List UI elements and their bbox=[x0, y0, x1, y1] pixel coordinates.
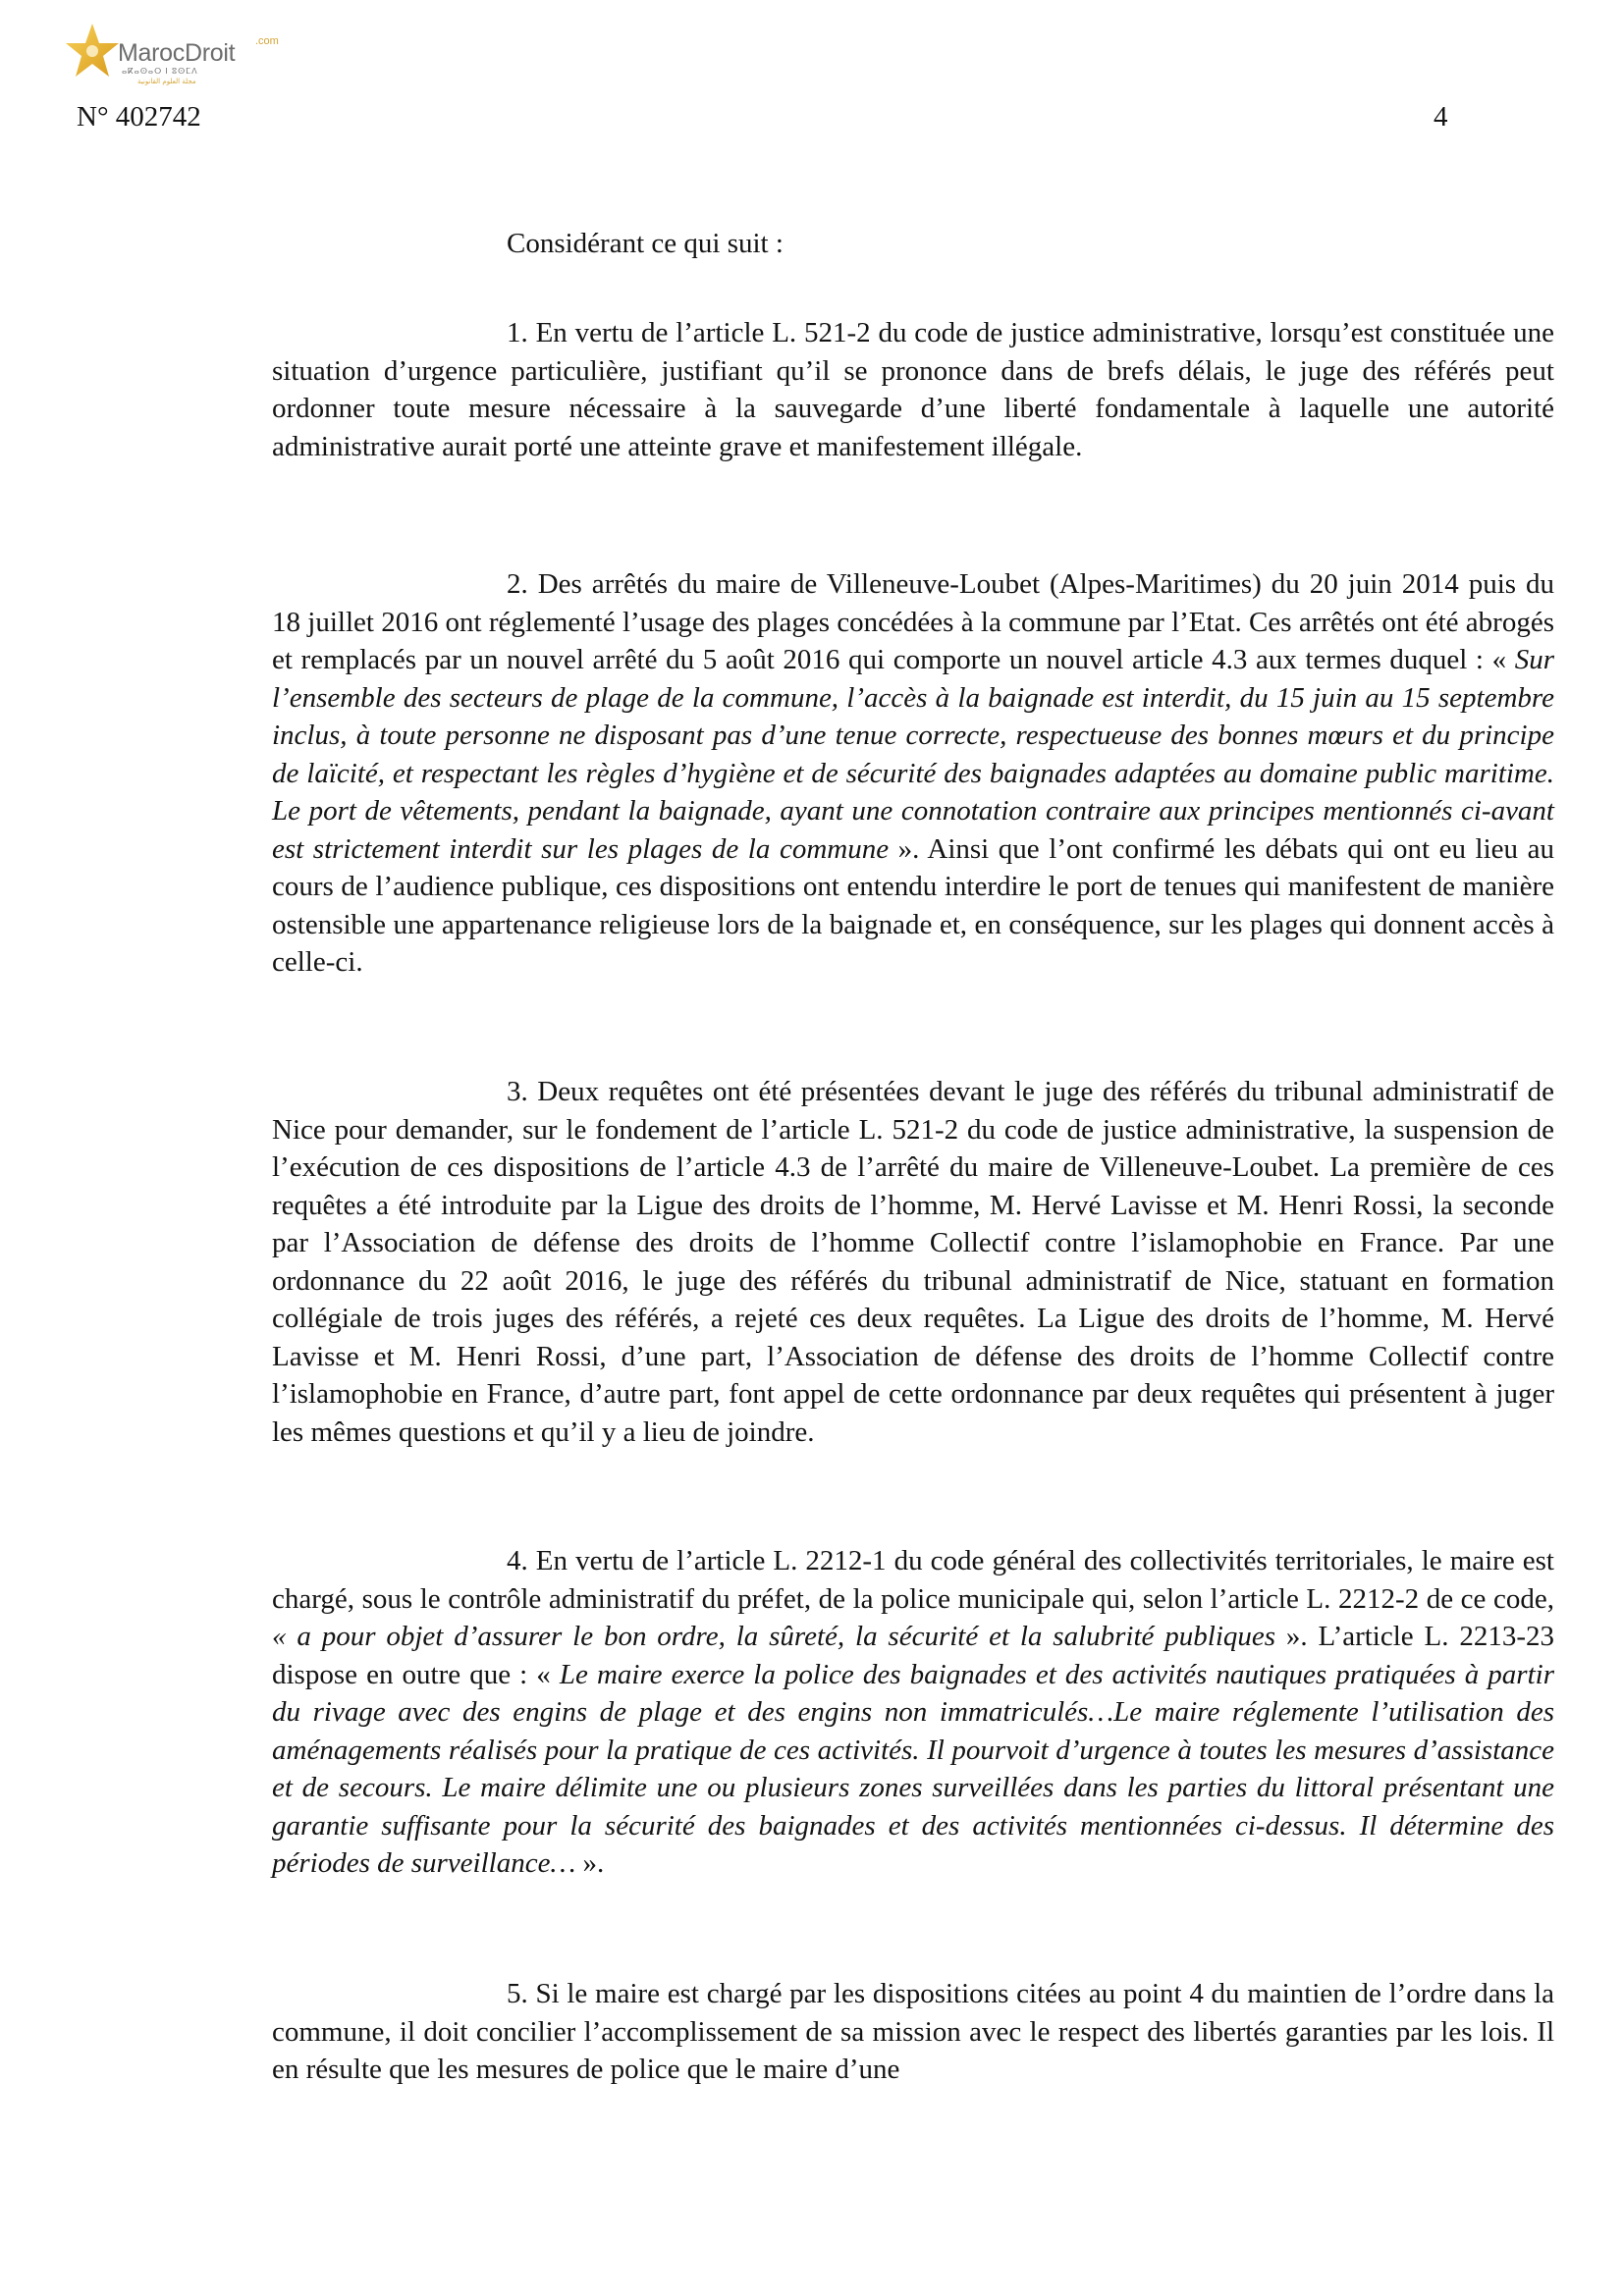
logo-tld: .com bbox=[255, 35, 279, 47]
paragraph-4 bbox=[272, 1542, 1554, 1883]
paragraph-4-part-c: ». bbox=[575, 1847, 605, 1879]
paragraph-1 bbox=[272, 314, 1554, 465]
paragraph-4-quote-2: Le maire exerce la police des baignades et des activités nautiques pratiquées à partir du rivage avec des engins de plage et des engins non immatriculés…Le maire réglemente l’utilisation des aménagements réalisés pour la pratique de ces activités. Il pourvoit d’urgence à toutes les mesures d’assistance et de secours. Le maire délimite une ou plusieurs zones surveillées dans les parties du littoral présentant une garantie suffisante pour la sécurité des baignades et des activités mentionnées ci-dessus. Il détermine des périodes de surveillance… bbox=[272, 1658, 1554, 1879]
paragraph-2-part-a: 2. Des arrêtés du maire de Villeneuve-Loubet (Alpes-Maritimes) du 20 juin 2014 puis du 18 juillet 2016 ont réglementé l’usage des plages concédées à la commune par l’Etat. Ces arrêtés ont été abrogés et remplacés par un nouvel arrêté du 5 août 2016 qui comporte un nouvel article 4.3 aux termes duquel : « bbox=[272, 568, 1554, 675]
paragraph-2-quote: Sur l’ensemble des secteurs de plage de la commune, l’accès à la baignade est interdit, du 15 juin au 15 septembre inclus, à toute personne ne disposant pas d’une tenue correcte, respectueuse des bonnes mœurs et du principe de laïcité, et respectant les règles d’hygiène et de sécurité des baignades adaptées au domaine public maritime. Le port de vêtements, pendant la baignade, ayant une connotation contraire aux principes mentionnés ci-avant est strictement interdit sur les plages de la commune bbox=[272, 644, 1554, 865]
paragraph-2 bbox=[272, 565, 1554, 982]
paragraph-1-text: 1. En vertu de l’article L. 521-2 du code de justice administrative, lorsqu’est constituée une situation d’urgence particulière, justifiant qu’il se prononce dans de brefs délais, le juge des référés peut ordonner toute mesure nécessaire à la sauvegarde d’une liberté fondamentale à laquelle une autorité administrative aurait porté une atteinte grave et manifestement illégale. bbox=[272, 317, 1554, 462]
paragraph-3 bbox=[272, 1073, 1554, 1451]
intro-heading: Considérant ce qui suit : bbox=[507, 228, 784, 259]
page-number: 4 bbox=[1434, 101, 1448, 133]
logo-name: MarocDroit bbox=[118, 39, 236, 67]
paragraph-5-text: 5. Si le maire est chargé par les dispositions citées au point 4 du maintien de l’ordre dans la commune, il doit concilier l’accomplissement de sa mission avec le respect des libertés garanties par les lois. Il en résulte que les mesures de police que le maire d’une bbox=[272, 1978, 1554, 2085]
paragraph-4-text bbox=[272, 1542, 1554, 1883]
case-number: N° 402742 bbox=[77, 101, 201, 133]
star-icon bbox=[65, 22, 120, 80]
paragraph-4-part-a: 4. En vertu de l’article L. 2212-1 du code général des collectivités territoriales, le maire est chargé, sous le contrôle administratif du préfet, de la police municipale qui, selon l’article L. 2212-2 de ce code, bbox=[272, 1545, 1554, 1615]
paragraph-4-part-b: ». L’article L. 2213-23 dispose en outre que : « bbox=[272, 1621, 1555, 1690]
site-logo bbox=[65, 22, 300, 90]
logo-tagline: ⴰⴽⴰⵙⴰⵔ ⵏ ⵓⵙⵎⴷ bbox=[122, 67, 198, 76]
paragraph-5 bbox=[272, 1975, 1554, 2089]
paragraph-2-part-b: ». Ainsi que l’ont confirmé les débats qui ont eu lieu au cours de l’audience publique, ces dispositions ont entendu interdire le port de tenues qui manifestent de manière ostensible une appartenance religieuse lors de la baignade et, en conséquence, sur les plages qui donnent accès à celle-ci. bbox=[272, 832, 1554, 978]
paragraph-4-quote-1: « a pour objet d’assurer le bon ordre, la sûreté, la sécurité et la salubrité publiques bbox=[272, 1621, 1276, 1652]
logo-arabic-tagline: مجلة العلوم القانونية bbox=[137, 78, 196, 85]
paragraph-2-text bbox=[272, 565, 1554, 982]
paragraph-3-text: 3. Deux requêtes ont été présentées devant le juge des référés du tribunal administratif de Nice pour demander, sur le fondement de l’article L. 521-2 du code de justice administrative, la suspension de l’exécution de ces dispositions de l’article 4.3 de l’arrêté du maire de Villeneuve-Loubet. La première de ces requêtes a été introduite par la Ligue des droits de l’homme, M. Hervé Lavisse et M. Henri Rossi, la seconde par l’Association de défense des droits de l’homme Collectif contre l’islamophobie en France. Par une ordonnance du 22 août 2016, le juge des référés du tribunal administratif de Nice, statuant en formation collégiale de trois juges des référés, a rejeté ces deux requêtes. La Ligue des droits de l’homme, M. Hervé Lavisse et M. Henri Rossi, d’une part, l’Association de défense des droits de l’homme Collectif contre l’islamophobie en France, d’autre part, font appel de cette ordonnance par deux requêtes qui présentent à juger les mêmes questions et qu’il y a lieu de joindre. bbox=[272, 1076, 1554, 1448]
